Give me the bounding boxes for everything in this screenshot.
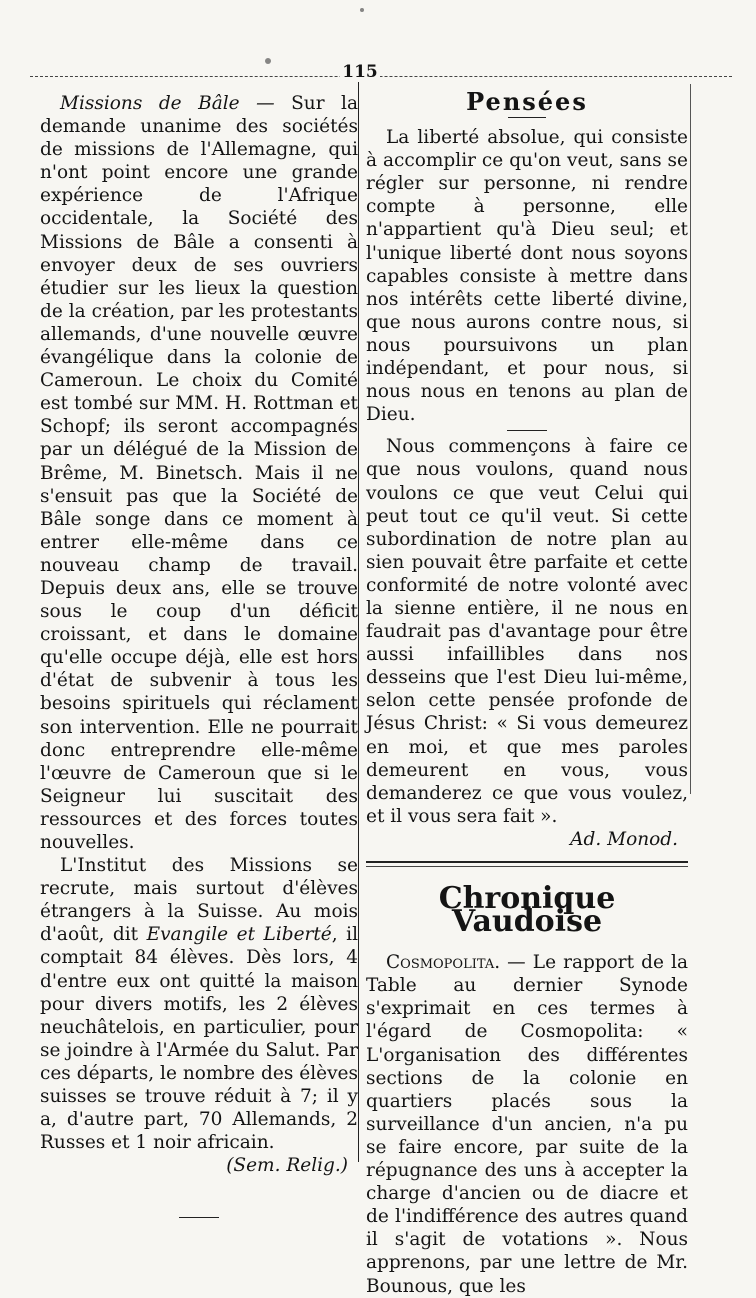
missions-bale-text: Sur la demande unanime des sociétés de missions de l'Allemagne, qui n'ont point encore une grande expérience de l'Afrique occidentale, la Société des Missions de Bâle a consenti à envoyer deux de ses ouvriers étudier sur les lieux la question de la création, par les protestants allemands, d'une nouvelle œuvre évangélique dans la colonie de Cameroun. Le choix du Comité est tombé sur MM. H. Rottman et Schopf; ils seront accompagnés par un délégué de la Mission de Brême, M. Binetsch. Mais il ne s'ensuit pas que la Société de Bâle songe dans ce moment à entrer elle-même dans ce nouveau champ de travail. Depuis deux ans, elle se trouve sous le coup d'un déficit croissant, et dans le domaine qu'elle occupe déjà, elle est hors d'état de subvenir à tous les besoins spirituels qui réclament son intervention. Elle ne pourrait donc entreprendre elle-même l'œuvre de Cameroun que si le Seigneur lui suscitait des ressources et des forces toutes nouvelles.: [40, 93, 358, 853]
left-source: (Sem. Relig.): [226, 1155, 348, 1177]
pensees-signature: Ad. Monod.: [570, 828, 678, 850]
pensees-title-rule: [508, 117, 546, 118]
section-separator-thick: [366, 861, 688, 863]
institut-paragraph: [40, 854, 358, 1154]
ink-spot: [265, 58, 271, 64]
missions-bale-lead: Missions de Bâle —: [60, 93, 275, 114]
chronique-paragraph: [366, 951, 688, 1297]
pensees-paragraph-2: Nous commençons à faire ce que nous voulons, quand nous voulons ce que veut Celui qui peut tout ce qu'il veut. Si cette subordination de notre plan au sien pouvait être parfaite et cette conformité de notre volonté avec la sienne entière, il ne nous en faudrait pas d'avantage pour être aussi infaillibles dans nos desseins que l'est Dieu lui-même, selon cette pensée profonde de Jésus Christ: « Si vous demeurez en moi, et que mes paroles demeurent en vous, vous demanderez ce que vous voulez, et il vous sera fait ».: [366, 436, 688, 827]
right-margin-rule: [690, 84, 691, 794]
chronique-text: Le rapport de la Table au dernier Synode s'exprimait en ces termes à l'égard de Cosmopolita: « L'organisation des différentes sections de la colonie en quartiers placés sous la surveillance d'un ancien, n'a pu se faire encore, par suite de la répugnance des uns à accepter la charge d'ancien ou de diacre et de l'indifférence des autres quand il s'agit de votations ». Nous apprenons, par une lettre de Mr. Bounous, que les: [366, 952, 688, 1297]
page-number: 115: [340, 62, 380, 82]
right-column: [366, 87, 688, 1298]
ink-spot: [360, 8, 364, 12]
left-end-rule: [179, 1217, 219, 1218]
pensees-paragraph-1: La liberté absolue, qui consiste à accomplir ce qu'on veut, sans se régler sur personne, ni rendre compte à personne, elle n'appartient qu'à Dieu seul; et l'unique liberté dont nous soyons capables consiste à mettre dans nos intérêts cette liberté divine, que nous aurons contre nous, si nous poursuivons un plan indépendant, et pour nous, si nous nous en tenons au plan de Dieu.: [366, 127, 688, 426]
chronique-lead: Cosmopolita. —: [386, 952, 526, 974]
institut-text-a: L'Institut des Missions se recrute, mais surtout d'élèves étrangers à la Suisse. Au mois d'août, dit: [40, 855, 358, 946]
pensees-separator: [507, 430, 547, 431]
institut-source-italic: Evangile et Liberté: [146, 924, 332, 946]
column-divider: [358, 82, 359, 1162]
missions-bale-paragraph: [40, 92, 358, 854]
institut-text-b: , il comptait 84 élèves. Dès lors, 4 d'entre eux ont quitté la maison pour divers motifs, les 2 élèves neuchâtelois, en particulier, pour se joindre à l'Armée du Salut. Par ces départs, le nombre des élèves suisses se trouve réduit à 7; il y a, d'autre part, 70 Allemands, 2 Russes et 1 noir africain.: [40, 924, 359, 1154]
header-rule: [30, 76, 732, 77]
pensees-title: Pensées: [466, 87, 588, 116]
section-separator-thin: [366, 866, 688, 867]
left-column: [40, 92, 358, 1226]
chronique-title: Chronique Vaudoise: [438, 881, 616, 940]
